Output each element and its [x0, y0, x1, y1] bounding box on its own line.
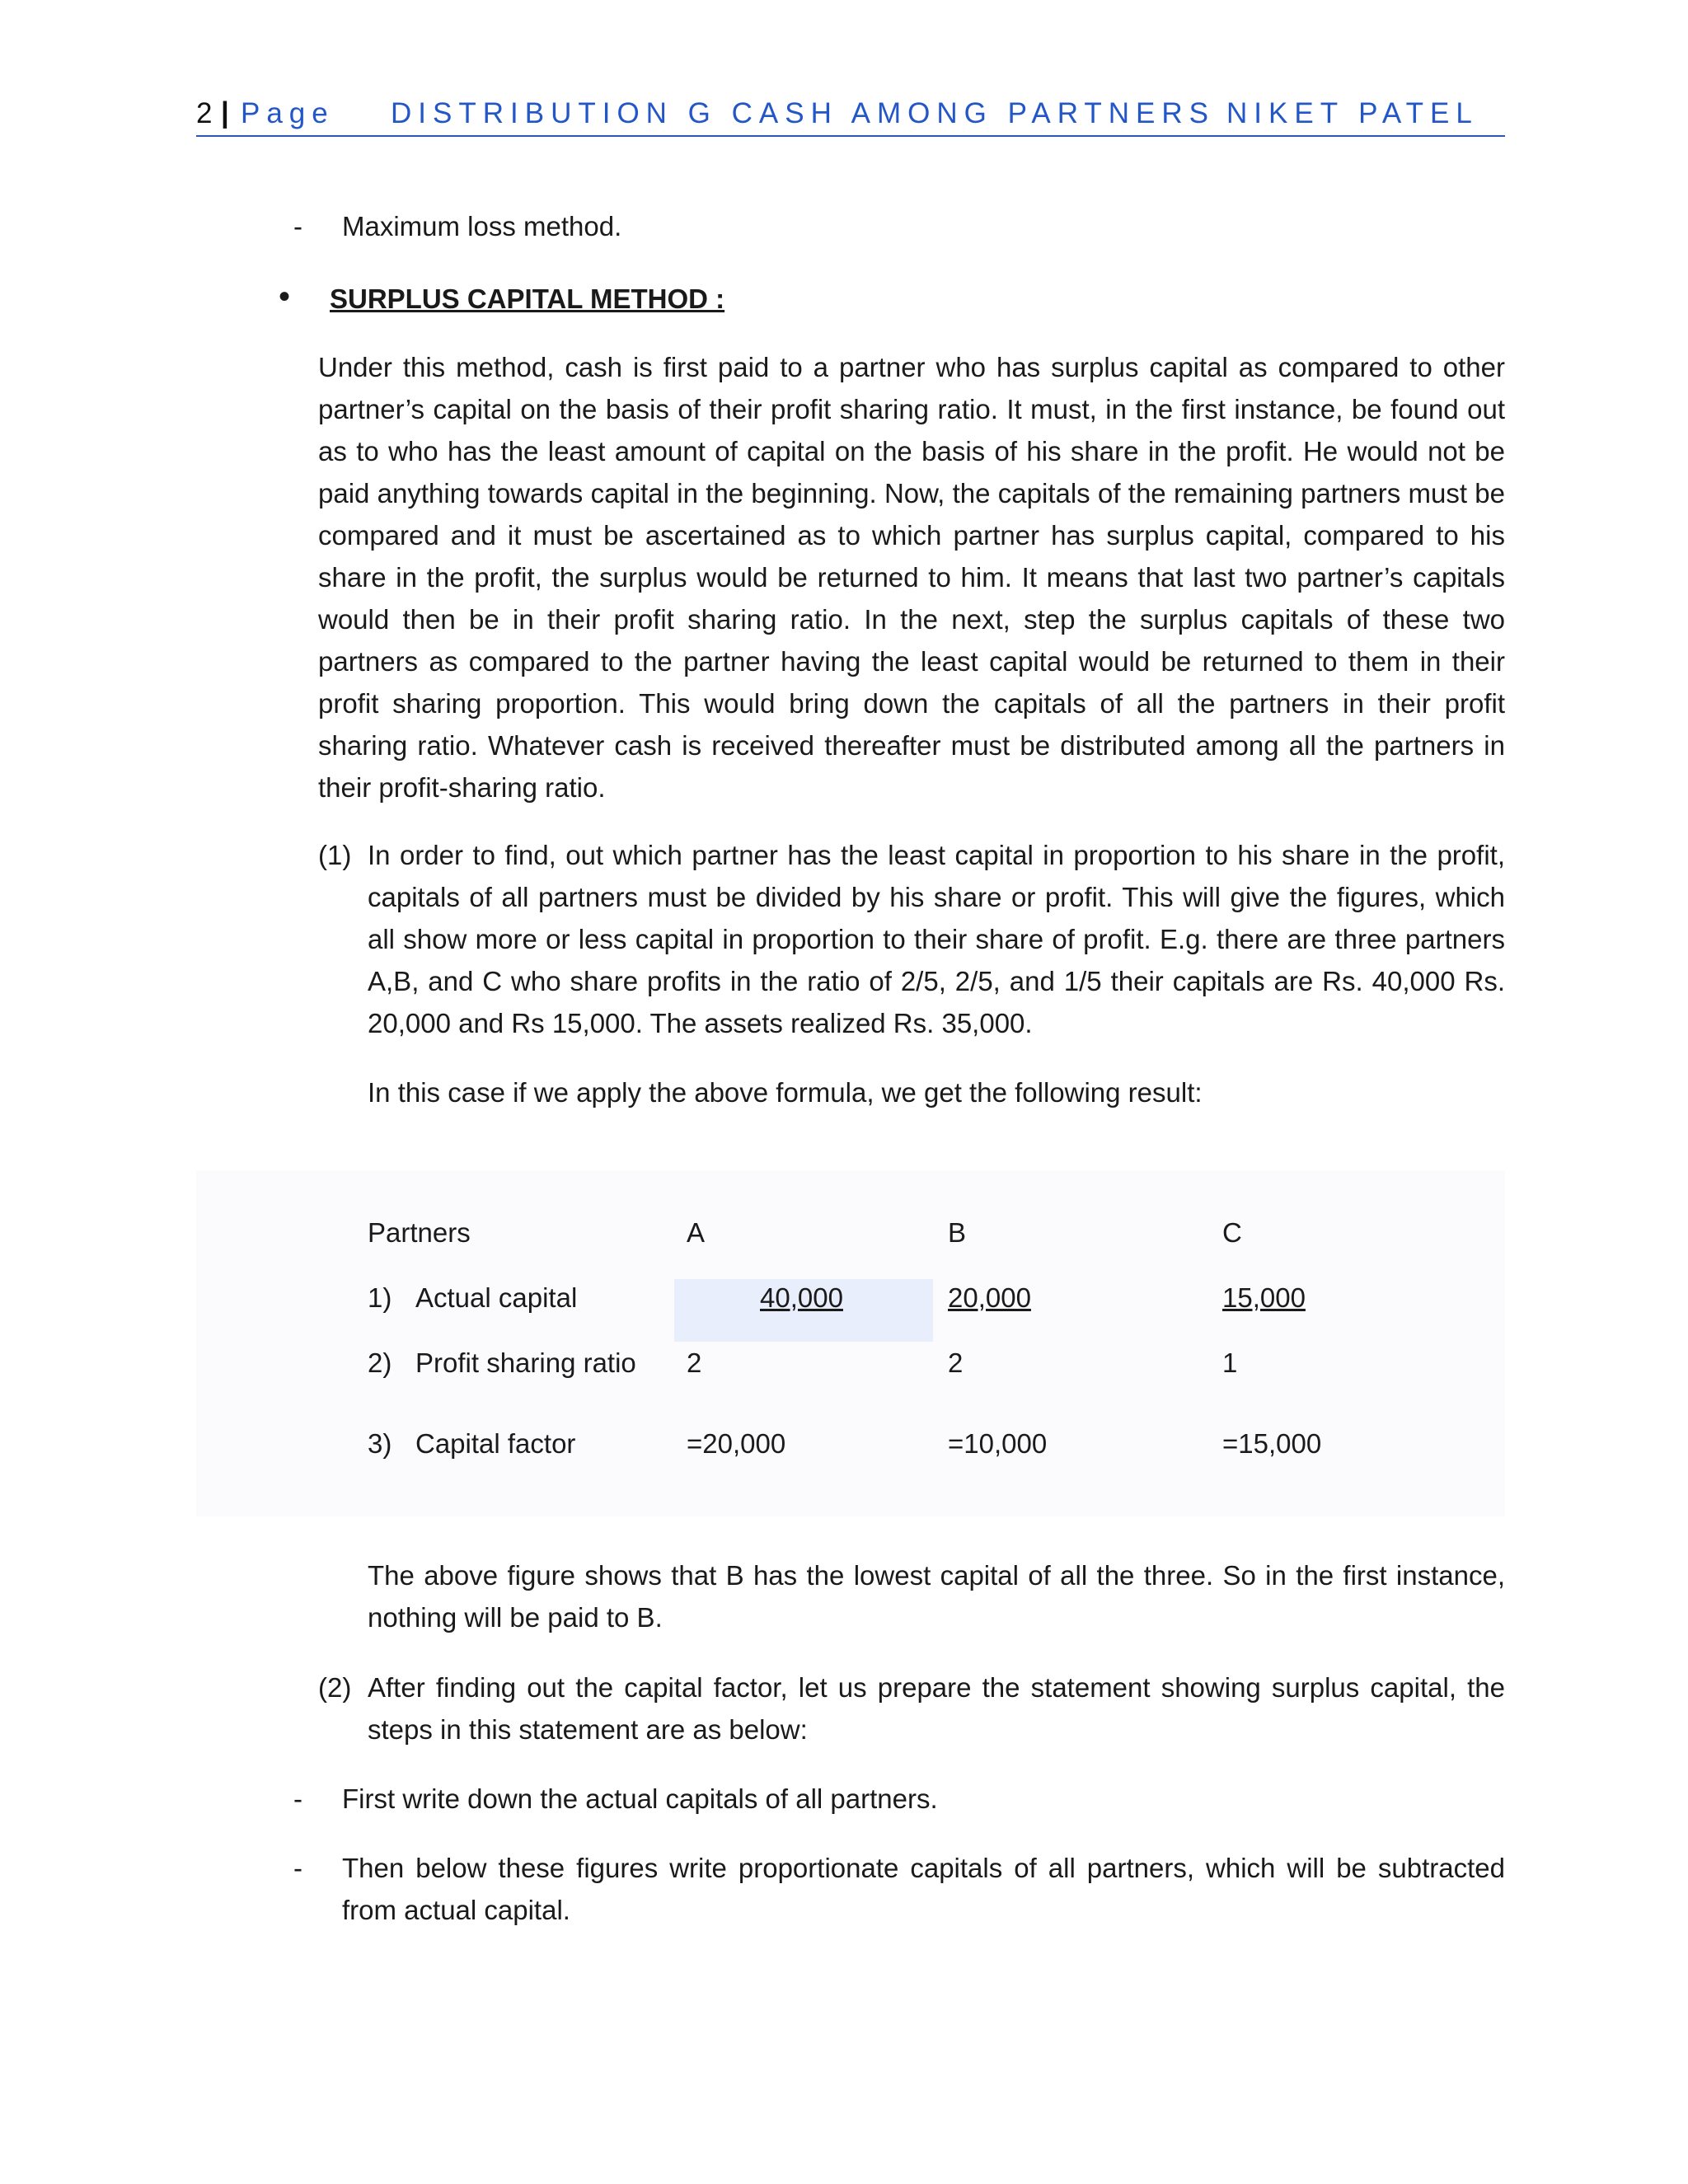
row-1-label: Actual capital — [415, 1282, 578, 1313]
point-1-followup: In this case if we apply the above formula, we get the following result: — [368, 1077, 1203, 1108]
row-2-b-value: 2 — [948, 1347, 964, 1378]
dash-marker: - — [293, 1783, 302, 1814]
row-3-c-value: =15,000 — [1222, 1428, 1322, 1459]
row-1-b-value: 20,000 — [948, 1282, 1031, 1313]
page-label: Page — [241, 97, 335, 129]
table-header-b: B — [948, 1217, 967, 1248]
point-2-text: After finding out the capital factor, let us prepare the statement showing surplus capital, the steps in this statement are as below: — [368, 1672, 1505, 1745]
step-2-text: Then below these figures write proportionate capitals of all partners, which will be subtracted from actual capital. — [342, 1853, 1505, 1925]
row-3-label: Capital factor — [415, 1428, 576, 1459]
page-header — [196, 97, 1505, 137]
row-1-a-value: 40,000 — [760, 1282, 843, 1313]
row-2-number: 2) — [368, 1347, 392, 1378]
point-1-text: In order to find, out which partner has the least capital in proportion to his share in the profit, capitals of all partners must be divided by his share or profit. This will give the figures, which all show more or less capital in proportion to their share of profit. E.g. there are three partners A,B, and C who share profits in the ratio of 2/5, 2/5, and 1/5 their capitals are Rs. 40,000 Rs. 20,000 and Rs 15,000. The assets realized Rs. 35,000. — [368, 840, 1505, 1038]
author-name: NIKET PATEL — [1226, 97, 1479, 129]
row-2-c-value: 1 — [1222, 1347, 1238, 1378]
row-2-label: Profit sharing ratio — [415, 1347, 636, 1378]
header-separator: | — [221, 96, 229, 129]
step-1-text: First write down the actual capitals of all partners. — [342, 1783, 938, 1814]
dash-marker: - — [293, 211, 302, 241]
table-header-partners: Partners — [368, 1217, 471, 1248]
point-2-label: (2) — [318, 1672, 352, 1703]
row-3-number: 3) — [368, 1428, 392, 1459]
table-header-a: A — [687, 1217, 706, 1248]
section-paragraph: Under this method, cash is first paid to a partner who has surplus capital as compared to other partner’s capital on the basis of their profit sharing ratio. It must, in the first instance, be found out as to who has the least amount of capital on the basis of his share in the profit. He would not be paid anything towards capital in the beginning. Now, the capitals of the remaining partners must be compared and it must be ascertained as to which partner has surplus capital, compared to his share in the profit, the surplus would be returned to him. It means that last two partner’s capitals would then be in their profit sharing ratio. In the next, step the surplus capitals of these two partners as compared to the partner having the least capital would be returned to them in their profit sharing proportion. This would bring down the capitals of all the partners in their profit sharing ratio. Whatever cash is received thereafter must be distributed among all the partners in their profit-sharing ratio. — [318, 352, 1505, 803]
table-header-c: C — [1222, 1217, 1242, 1248]
row-3-b-value: =10,000 — [948, 1428, 1048, 1459]
section-heading: SURPLUS CAPITAL METHOD : — [330, 284, 725, 314]
row-2-a-value: 2 — [687, 1347, 702, 1378]
row-1-c-value: 15,000 — [1222, 1282, 1306, 1313]
row-1-number: 1) — [368, 1282, 392, 1313]
conclusion-text: The above figure shows that B has the lowest capital of all the three. So in the first instance, nothing will be paid to B. — [368, 1560, 1505, 1633]
page-number: 2 — [196, 97, 213, 129]
row-3-a-value: =20,000 — [687, 1428, 786, 1459]
dash-marker: - — [293, 1853, 302, 1883]
document-title: DISTRIBUTION G CASH AMONG PARTNERS — [391, 97, 1215, 129]
point-1-label: (1) — [318, 840, 352, 870]
bullet-icon: • — [279, 279, 291, 315]
intro-item-text: Maximum loss method. — [342, 211, 622, 241]
